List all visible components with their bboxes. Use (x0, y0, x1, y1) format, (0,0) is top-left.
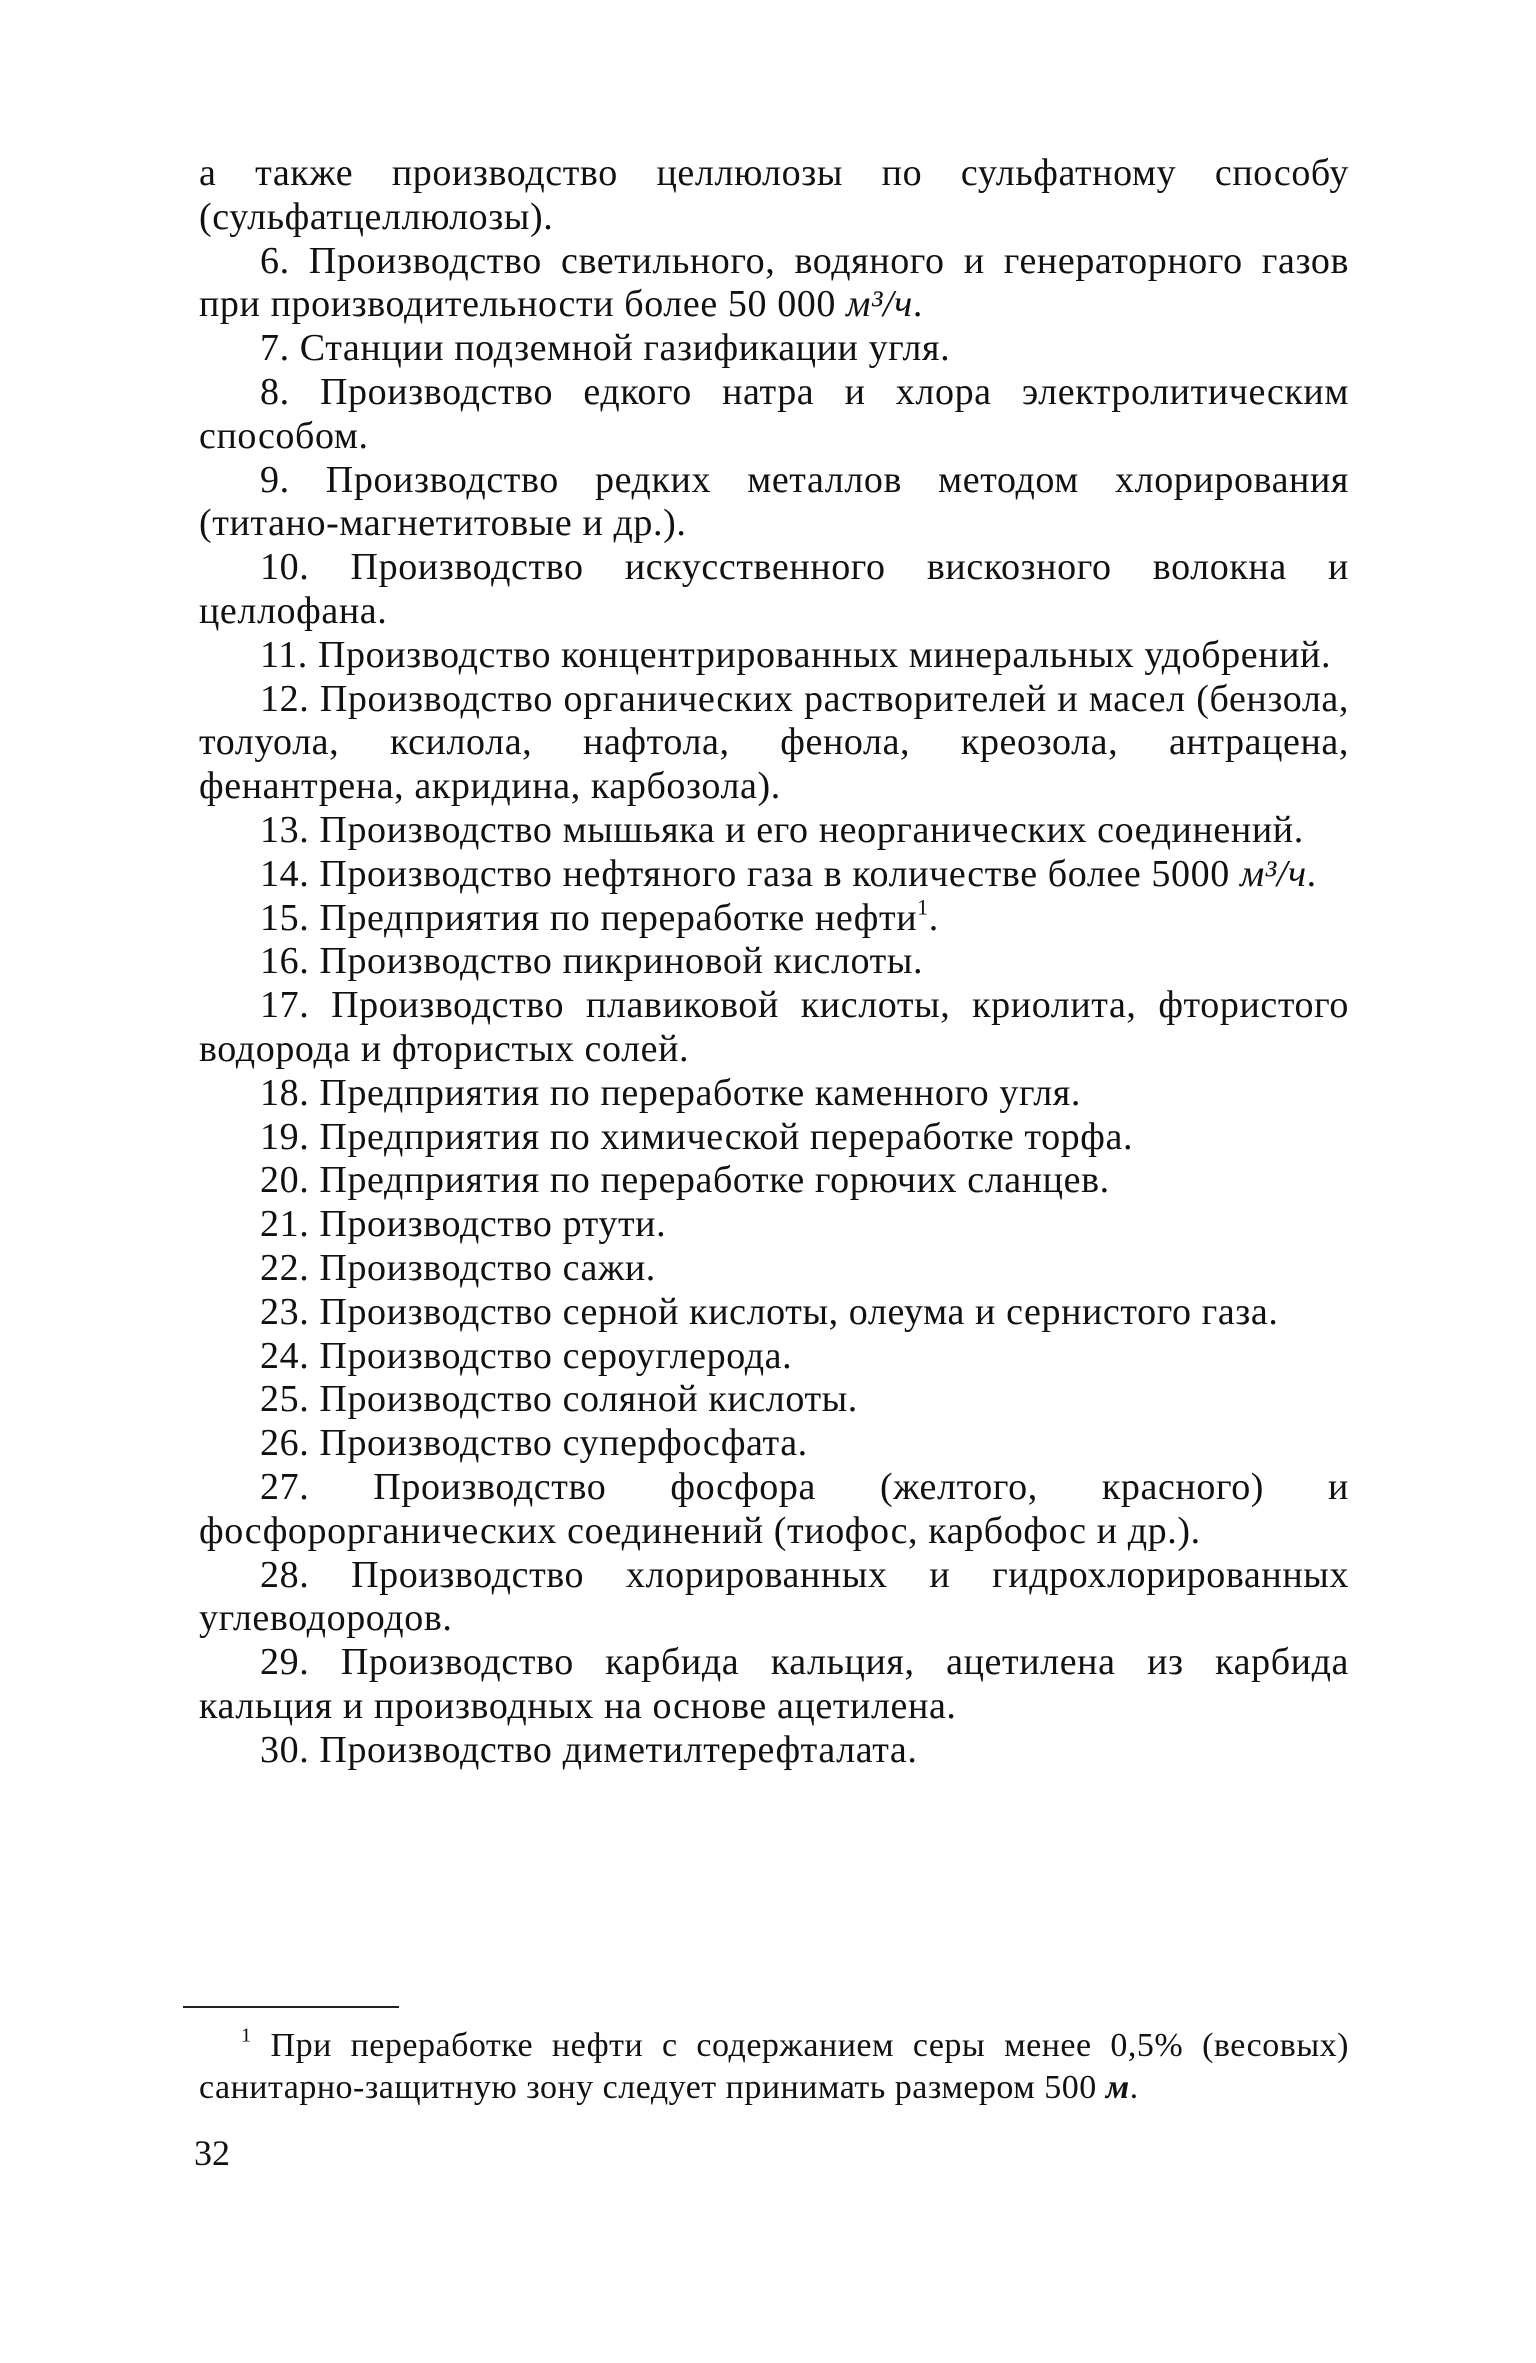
list-item-tail: . (928, 896, 939, 939)
footnote (199, 2025, 1349, 2109)
list-item (199, 984, 1349, 1072)
footnote-reference: 1 (917, 894, 929, 920)
list-item (199, 459, 1349, 547)
list-item (199, 634, 1349, 678)
list-item (199, 1641, 1349, 1729)
list-item (199, 1335, 1349, 1379)
list-item-text: 13. Производство мышьяка и его неорганических соединений. (260, 808, 1304, 851)
unit-label: м³/ч (846, 283, 913, 326)
unit-label: м³/ч (1239, 852, 1307, 895)
list-item (199, 1554, 1349, 1642)
list-item-text: 27. Производство фосфора (желтого, красного) и фосфорорганических соединений (тиофос, карбофос и др.). (199, 1465, 1349, 1552)
list-item (199, 546, 1349, 634)
list-item-text: 12. Производство органических растворителей и масел (бензола, толуола, ксилола, нафтола, фенола, креозола, антрацена, фенантрена, акридина, карбозола). (199, 677, 1349, 808)
footnote-divider (183, 2006, 399, 2008)
list-item (199, 1116, 1349, 1160)
list-item-text: 7. Станции подземной газификации угля. (260, 327, 951, 370)
list-item-text: 17. Производство плавиковой кислоты, криолита, фтористого водорода и фтористых солей. (199, 984, 1349, 1070)
list-item-tail: . (912, 283, 923, 326)
list-item (199, 240, 1349, 328)
list-item-text: 30. Производство диметилтерефталата. (260, 1728, 918, 1771)
list-item-text: 11. Производство концентрированных минеральных удобрений. (260, 633, 1332, 676)
list-item-text: 26. Производство суперфосфата. (260, 1422, 808, 1465)
list-item-text: 23. Производство серной кислоты, олеума и сернистого газа. (260, 1290, 1279, 1333)
list-item (199, 1247, 1349, 1291)
page-body (199, 152, 1349, 1772)
list-item-text: 8. Производство едкого натра и хлора электролитическим способом. (199, 370, 1349, 457)
list-item (199, 940, 1349, 984)
footnote-text: При переработке нефти с содержанием серы менее 0,5% (весовых) санитарно-защитную зону следует принимать размером 500 (199, 2027, 1349, 2106)
list-item (199, 809, 1349, 853)
list-item-text: 21. Производство ртути. (260, 1203, 667, 1246)
list-item-text: 24. Производство сероуглерода. (260, 1334, 793, 1377)
list-item-text: 28. Производство хлорированных и гидрохлорированных углеводородов. (199, 1553, 1349, 1640)
list-item-text: 29. Производство карбида кальция, ацетилена из карбида кальция и производных на основе ацетилена. (199, 1641, 1349, 1727)
list-item-tail: . (1306, 852, 1317, 895)
list-item-text: 25. Производство соляной кислоты. (260, 1378, 858, 1421)
list-item-text: 20. Предприятия по переработке горючих сланцев. (260, 1159, 1110, 1202)
list-item (199, 894, 1349, 941)
list-item-text: 18. Предприятия по переработке каменного угля. (260, 1071, 1081, 1114)
list-item (199, 152, 1349, 240)
list-item (199, 371, 1349, 459)
list-item (199, 1422, 1349, 1466)
footnote-tail: . (1129, 2069, 1139, 2106)
list-item (199, 1159, 1349, 1203)
footnote-unit: м (1105, 2069, 1130, 2106)
list-item-text: 16. Производство пикриновой кислоты. (260, 940, 924, 983)
list-item-text: 15. Предприятия по переработке нефти (260, 896, 918, 939)
document-text (199, 152, 1349, 1772)
list-item-text: 14. Производство нефтяного газа в количестве более 5000 (260, 852, 1240, 895)
list-item (199, 1466, 1349, 1554)
list-item (199, 1291, 1349, 1335)
list-item (199, 1203, 1349, 1247)
list-item-text: 6. Производство светильного, водяного и генераторного газов при производительности более 50 000 (199, 239, 1349, 326)
list-item (199, 678, 1349, 809)
list-item-text: 19. Предприятия по химической переработке торфа. (260, 1115, 1134, 1158)
list-item (199, 1729, 1349, 1773)
list-item (199, 1378, 1349, 1422)
list-item-text: 22. Производство сажи. (260, 1246, 656, 1289)
list-item-text: 9. Производство редких металлов методом хлорирования (титано-магнетитовые и др.). (199, 458, 1349, 545)
list-item (199, 327, 1349, 371)
footnote-marker: 1 (241, 2024, 252, 2047)
page-number: 32 (194, 2133, 230, 2173)
list-item-text: а также производство целлюлозы по сульфатному способу (сульфатцеллюлозы). (199, 152, 1349, 238)
list-item-text: 10. Производство искусственного вискозного волокна и целлофана. (199, 546, 1349, 632)
list-item (199, 853, 1349, 897)
list-item (199, 1072, 1349, 1116)
